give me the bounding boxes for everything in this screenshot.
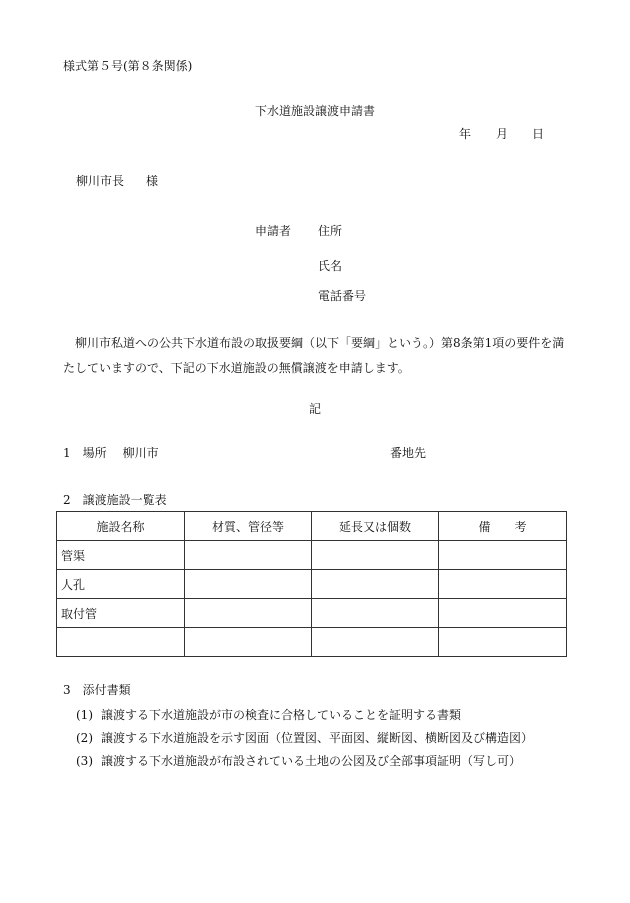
cell-facility-name: [57, 628, 185, 657]
ki-heading: 記: [308, 402, 321, 416]
section-label: 譲渡施設一覧表: [82, 493, 167, 507]
cell-remarks: [439, 541, 567, 570]
attachment-text: 譲渡する下水道施設が市の検査に合格していることを証明する書類: [101, 708, 462, 722]
cell-length: [312, 628, 439, 657]
section-location: [63, 446, 159, 460]
table-row: [57, 570, 567, 599]
cell-length: [312, 570, 439, 599]
date-year-label: 年: [459, 127, 472, 141]
address-label: 住所: [318, 224, 343, 238]
header-remarks: 備 考: [439, 512, 567, 541]
addressee: [76, 174, 158, 188]
cell-facility-name: 管渠: [57, 541, 185, 570]
document-title: 下水道施設譲渡申請書: [254, 104, 375, 118]
location-suffix: 番地先: [390, 446, 427, 460]
applicant-label: 申請者: [255, 224, 292, 238]
name-label: 氏名: [318, 259, 343, 273]
addressee-honorific: 様: [146, 174, 159, 188]
cell-facility-name: 人孔: [57, 570, 185, 599]
attachment-item: [76, 708, 461, 722]
attachment-item: [76, 754, 521, 768]
cell-remarks: [439, 628, 567, 657]
table-header-row: [57, 512, 567, 541]
cell-length: [312, 599, 439, 628]
header-material: 材質、管径等: [185, 512, 312, 541]
cell-remarks: [439, 599, 567, 628]
header-facility-name: 施設名称: [57, 512, 185, 541]
attachment-number: (1): [76, 708, 93, 722]
section-label: 場所: [82, 446, 107, 460]
attachment-text: 譲渡する下水道施設が布設されている土地の公図及び全部事項証明（写し可）: [101, 754, 522, 768]
date-day-label: 日: [532, 127, 545, 141]
section-attachments: [63, 683, 131, 697]
section-number: 3: [63, 683, 71, 697]
section-label: 添付書類: [82, 683, 131, 697]
cell-remarks: [439, 570, 567, 599]
date-month-label: 月: [496, 127, 509, 141]
table-row: [57, 628, 567, 657]
location-city: 柳川市: [122, 446, 159, 460]
table-row: [57, 599, 567, 628]
facility-table: [56, 511, 567, 657]
section-facility-list: [63, 493, 167, 507]
phone-label: 電話番号: [318, 289, 367, 303]
cell-facility-name: 取付管: [57, 599, 185, 628]
attachment-number: (2): [76, 731, 93, 745]
table-row: [57, 541, 567, 570]
cell-material: [185, 599, 312, 628]
attachment-item: [76, 731, 533, 745]
attachment-text: 譲渡する下水道施設を示す図面（位置図、平面図、縦断図、横断図及び構造図）: [101, 731, 534, 745]
body-paragraph: 柳川市私道への公共下水道布設の取扱要綱（以下「要綱」という。）第8条第1項の要件を満たしていますので、下記の下水道施設の無償譲渡を申請します。: [63, 336, 565, 375]
section-number: 2: [63, 493, 71, 507]
cell-material: [185, 570, 312, 599]
attachment-number: (3): [76, 754, 93, 768]
cell-length: [312, 541, 439, 570]
section-number: 1: [63, 446, 71, 460]
cell-material: [185, 541, 312, 570]
form-number: 様式第５号(第８条関係): [63, 59, 193, 73]
cell-material: [185, 628, 312, 657]
addressee-name: 柳川市長: [76, 174, 125, 188]
header-length: 延長又は個数: [312, 512, 439, 541]
